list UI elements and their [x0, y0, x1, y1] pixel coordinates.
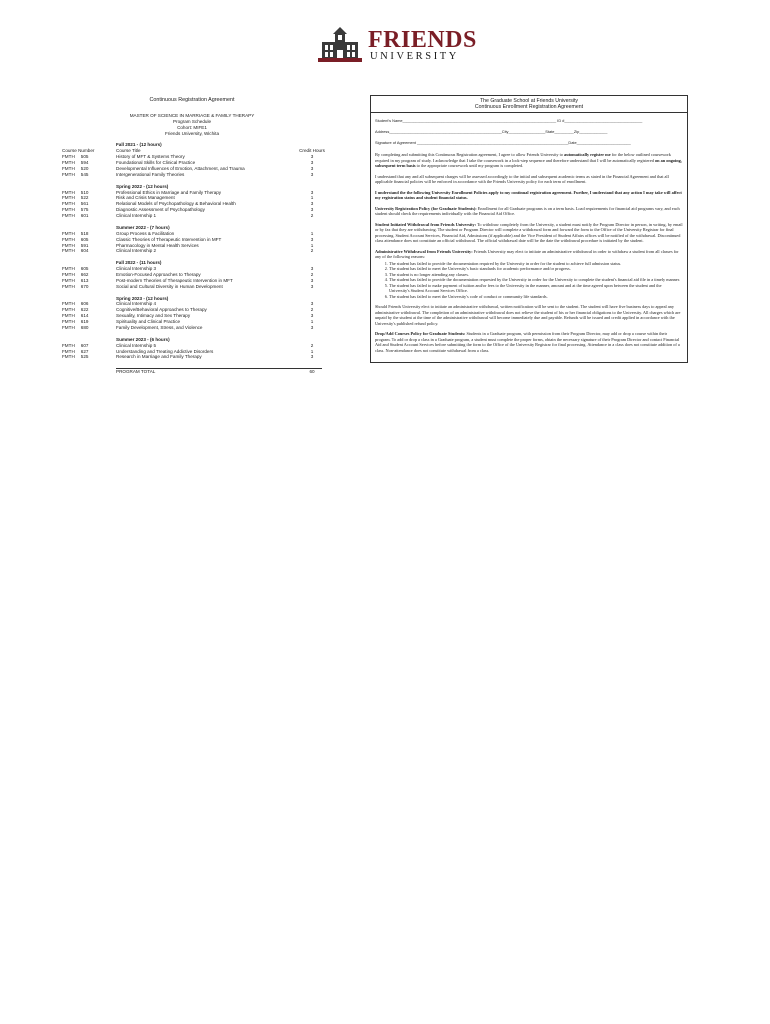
course-terms — [62, 154, 322, 360]
course-dept: FMTH — [62, 195, 75, 201]
schedule-label: Program Schedule — [172, 118, 212, 124]
course-dept: FMTH — [62, 201, 75, 207]
program-name: MASTER OF SCIENCE IN MARRIAGE & FAMILY THERAPY — [129, 112, 255, 118]
course-title: Clinical Internship 5 — [116, 342, 157, 348]
course-title: Developmental Influences of Emotion, Attachment, and Trauma — [116, 165, 245, 171]
withdrawal-reason: 3. The student is no longer attending any classes. — [389, 272, 683, 278]
course-dept: FMTH — [62, 160, 75, 166]
enrollment-agreement-box — [370, 95, 688, 363]
course-title: Social and Cultural Diversity in Human Development — [116, 283, 223, 289]
credit-hours: 2 — [310, 307, 314, 313]
course-number: 545 — [80, 171, 89, 177]
credit-hours: 3 — [310, 313, 314, 319]
school-name: The Graduate School at Friends University — [479, 98, 579, 104]
course-title: Spirituality and Clinical Practice — [116, 319, 181, 325]
paragraph-charges: I understand that any and all subsequent charges will be assessed accordingly to the initial and subsequent academic terms as stated in the Financial Agreement and that all applicable financial policies will be enforced in accordance with the Friends University policy for each term of enrollment. — [375, 173, 669, 184]
course-title: Post-modern Theories of Therapeutic Intervention in MFT — [116, 277, 233, 283]
course-number: 594 — [80, 160, 89, 166]
course-row — [62, 213, 322, 219]
course-number: 591 — [80, 242, 89, 248]
course-dept: FMTH — [62, 283, 75, 289]
paragraph-policies-notice: I understand the the following University Enrollment Policies apply to my continual registration agreement. Further, I understand that any action I may take will affect my registration status and student financial status. — [375, 189, 682, 200]
location-label: Friends University, Wichita — [164, 130, 220, 136]
course-number: 522 — [80, 195, 89, 201]
course-title: Clinical Internship 2 — [116, 248, 157, 254]
agreement-title: Continuous Enrollment Registration Agreement — [474, 104, 584, 110]
credit-hours: 3 — [310, 325, 314, 331]
credit-hours: 3 — [310, 283, 314, 289]
credit-hours: 1 — [310, 348, 314, 354]
credit-hours: 3 — [310, 236, 314, 242]
course-number: 627 — [80, 348, 89, 354]
course-number: 601 — [80, 213, 89, 219]
agreement-header — [371, 96, 687, 113]
course-title: Foundational Skills for Clinical Practice — [116, 160, 196, 166]
credit-hours: 3 — [310, 266, 314, 272]
course-number: 670 — [80, 283, 89, 289]
course-dept: FMTH — [62, 154, 75, 160]
credit-hours: 3 — [310, 189, 314, 195]
credit-hours: 3 — [310, 171, 314, 177]
course-number: 520 — [80, 165, 89, 171]
course-number: 614 — [80, 313, 89, 319]
course-title: History of MFT & Systems Theory — [116, 154, 185, 160]
credit-hours: 2 — [310, 213, 314, 219]
course-row — [62, 172, 322, 178]
course-title: Professional Ethics in Marriage and Family Therapy — [116, 189, 222, 195]
course-dept: FMTH — [62, 354, 75, 360]
header-course-number: Course Number — [62, 148, 95, 154]
credit-hours: 2 — [310, 272, 314, 278]
paragraph-drop-add: Drop/Add Courses Policy for Graduate Students: Students in a Graduate program, with permission from their Program Director, may add or drop a course within their program. To add or drop a class in a Graduate program, a student must complete the proper forms, obtain the necessary signature of their Program Director and contact Financial Aid and Student Account Services before submitting the form to the Office of the University Registrar for final processing. Attendance in a class does not constitute addition of a class. Non-attendance does not constitute withdrawal from a class. — [375, 331, 680, 353]
course-dept: FMTH — [62, 213, 75, 219]
term-heading: Spring 2023 - (12 hours) — [116, 295, 169, 301]
course-number: 605 — [80, 266, 89, 272]
paragraph-admin-withdrawal: Administrative Withdrawal from Friends University: Friends University may elect to initiate an administrative withdrawal in order to withdraw a student from all classes for any of the following reasons: — [375, 248, 679, 259]
course-row — [62, 284, 322, 290]
credit-hours: 3 — [310, 154, 314, 160]
course-number: 613 — [80, 277, 89, 283]
cohort-label: Cohort: MIFE1 — [177, 124, 207, 130]
course-title: Clinical Internship 3 — [116, 266, 157, 272]
course-dept: FMTH — [62, 325, 75, 331]
course-dept: FMTH — [62, 230, 75, 236]
header-credit-hours: Credit Hours — [299, 148, 325, 154]
course-title: Clinical Internship 1 — [116, 213, 157, 219]
course-number: 604 — [80, 248, 89, 254]
course-dept: FMTH — [62, 342, 75, 348]
total-label: PROGRAM TOTAL — [116, 369, 156, 375]
paragraph-student-withdrawal: Student Initiated Withdrawal from Friends University: To withdraw completely from the University, a student must notify the Program Director in person, in writing, by email or by fax that they are withdrawing. The student or Program Director will complete a withdrawal form and forward the form to the Office of the University Registrar for final processing. Student Account Services, Financial Aid, Admissions (if applicable) and the Vice President of Student Affairs offices will be notified of the withdrawal. Discontinued class attendance does not constitute an official withdrawal. The official withdrawal date will be the date the withdrawal procedure is initiated by the student. — [375, 221, 683, 243]
term-heading: Spring 2022 - (12 hours) — [116, 183, 169, 189]
paragraph-auto-register: By completing and submitting this Continuous Registration agreement, I agree to allow Friends University to automatically register me for the below outlined coursework required in my program of study. I acknowledge that I take the coursework in a lock-step sequence and therefore understand that I will be automatically registered on an ongoing, subsequent term basis to the appropriate coursework until my program is completed. — [375, 152, 682, 168]
agreement-body — [371, 151, 687, 362]
course-number: 606 — [80, 301, 89, 307]
course-dept: FMTH — [62, 272, 75, 278]
term-heading: Fall 2021 - (12 hours) — [116, 142, 162, 148]
course-dept: FMTH — [62, 236, 75, 242]
course-dept: FMTH — [62, 242, 75, 248]
credit-hours: 1 — [310, 195, 314, 201]
course-number: 607 — [80, 342, 89, 348]
course-dept: FMTH — [62, 319, 75, 325]
credit-hours: 3 — [310, 277, 314, 283]
course-number: 619 — [80, 319, 89, 325]
course-number: 605 — [80, 236, 89, 242]
course-dept: FMTH — [62, 207, 75, 213]
total-hours: 60 — [309, 369, 315, 375]
course-title: Relational Models of Psychopathology & Behavioral Health — [116, 201, 236, 207]
term-heading: Summer 2023 - (6 hours) — [116, 336, 170, 342]
course-row — [62, 354, 322, 360]
friends-university-logo — [316, 26, 477, 68]
logo-subtitle: UNIVERSITY — [370, 51, 459, 62]
credit-hours: 1 — [310, 242, 314, 248]
credit-hours: 3 — [310, 201, 314, 207]
course-title: Family Development, Stress, and Violence — [116, 325, 203, 331]
course-dept: FMTH — [62, 277, 75, 283]
course-number: 505 — [80, 154, 89, 160]
signature-field[interactable]: Signature of Agreement ______________________________________________________________________Date_________________________ — [375, 140, 631, 145]
course-title: Sexuality, Intimacy and Sex Therapy — [116, 313, 191, 319]
course-title: Intergenerational Family Theories — [116, 171, 185, 177]
term-heading: Fall 2022 - (11 hours) — [116, 260, 162, 266]
credit-hours: 3 — [310, 301, 314, 307]
credit-hours: 3 — [310, 160, 314, 166]
course-dept: FMTH — [62, 171, 75, 177]
course-dept: FMTH — [62, 307, 75, 313]
credit-hours: 2 — [310, 342, 314, 348]
course-title: Diagnostic Assessment of Psychopathology — [116, 207, 205, 213]
logo-wordmark: FRIENDS — [368, 27, 477, 53]
program-schedule — [62, 97, 325, 375]
course-title: Research in Marriage and Family Therapy — [116, 354, 202, 360]
header-course-title: Course Title — [116, 148, 141, 154]
course-dept: FMTH — [62, 266, 75, 272]
course-code — [62, 354, 116, 360]
course-row — [62, 325, 322, 331]
course-dept: FMTH — [62, 313, 75, 319]
course-title: Clinical Internship 4 — [116, 301, 157, 307]
course-title: Group Process & Facilitation — [116, 230, 175, 236]
credit-hours: 3 — [310, 207, 314, 213]
left-title: Continuous Registration Agreement — [149, 97, 235, 103]
course-title: Risk and Crisis Management — [116, 195, 175, 201]
course-number: 561 — [80, 201, 89, 207]
credit-hours: 1 — [310, 230, 314, 236]
credit-hours: 2 — [310, 248, 314, 254]
course-title: Pharmacology in Mental Health Services — [116, 242, 199, 248]
course-dept: FMTH — [62, 165, 75, 171]
withdrawal-reason: 4. The student has failed to provide the documentation requested by the University in order for the University to complete the student's financial aid file in a timely manner. — [389, 277, 683, 283]
course-title: Classic Theories of Therapeutic Intervention in MFT — [116, 236, 222, 242]
student-name-field[interactable]: Student's Name_______________________________________________________________________ ID #____________________________________ — [375, 118, 643, 123]
course-dept: FMTH — [62, 189, 75, 195]
student-info-form — [371, 113, 687, 151]
withdrawal-reason: 5. The student has failed to make payment of tuition and/or fees to the University in the manner, amount and at the time agreed upon between the student and the University's Student Account Services Office. — [389, 283, 683, 294]
course-dept: FMTH — [62, 248, 75, 254]
paragraph-registration-policy: University Registration Policy (for Graduate Students): Enrollment for all Graduate programs is on a term basis. Load requirements for financial aid programs vary, and each student should check the requirements individually with the Financial Aid Office. — [375, 205, 680, 216]
withdrawal-reason: 6. The student has failed to meet the University's code of conduct or community life standards. — [389, 294, 683, 300]
course-number: 510 — [80, 189, 89, 195]
course-number: 575 — [80, 207, 89, 213]
course-code — [62, 325, 116, 331]
course-dept: FMTH — [62, 301, 75, 307]
withdrawal-reasons-list — [375, 261, 683, 300]
course-dept: FMTH — [62, 348, 75, 354]
building-icon — [316, 26, 364, 64]
course-row — [62, 248, 322, 254]
course-number: 622 — [80, 307, 89, 313]
credit-hours: 3 — [310, 354, 314, 360]
course-title: Emotion-Focused Approaches to Therapy — [116, 272, 201, 278]
course-code — [62, 284, 116, 290]
course-title: Cognitive/Behavioral Approaches to Therapy — [116, 307, 207, 313]
withdrawal-reason: 1. The student has failed to provide the documentation required by the University in order for the student to achieve full admission status. — [389, 261, 683, 267]
course-number: 680 — [80, 325, 89, 331]
course-code — [62, 172, 116, 178]
course-number: 518 — [80, 230, 89, 236]
withdrawal-reason: 2. The student has failed to meet the University's basic standards for academic performance and/or progress. — [389, 266, 683, 272]
course-code — [62, 248, 116, 254]
term-heading: Summer 2022 - (7 hours) — [116, 224, 170, 230]
course-code — [62, 213, 116, 219]
credit-hours: 1 — [310, 319, 314, 325]
credit-hours: 3 — [310, 165, 314, 171]
address-field[interactable]: Address____________________________________________________City_________________State_________Zip_____________ — [375, 129, 608, 134]
course-number: 525 — [80, 354, 89, 360]
course-number: 662 — [80, 272, 89, 278]
course-title: Understanding and Treating Addictive Disorders — [116, 348, 214, 354]
program-total-row — [62, 369, 322, 375]
paragraph-admin-notice: Should Friends University elect to initiate an administrative withdrawal, written notification will be sent to the student. The student will have five business days to appeal any administrative withdrawal. The completion of an administrative withdrawal does not relieve the student of his or her financial obligations to the University. All charges which are unpaid by the student at the time of the administrative withdrawal will become immediately due and payable. Refunds will be issued and credit applied in accordance with the University's published refund policy. — [375, 304, 681, 326]
